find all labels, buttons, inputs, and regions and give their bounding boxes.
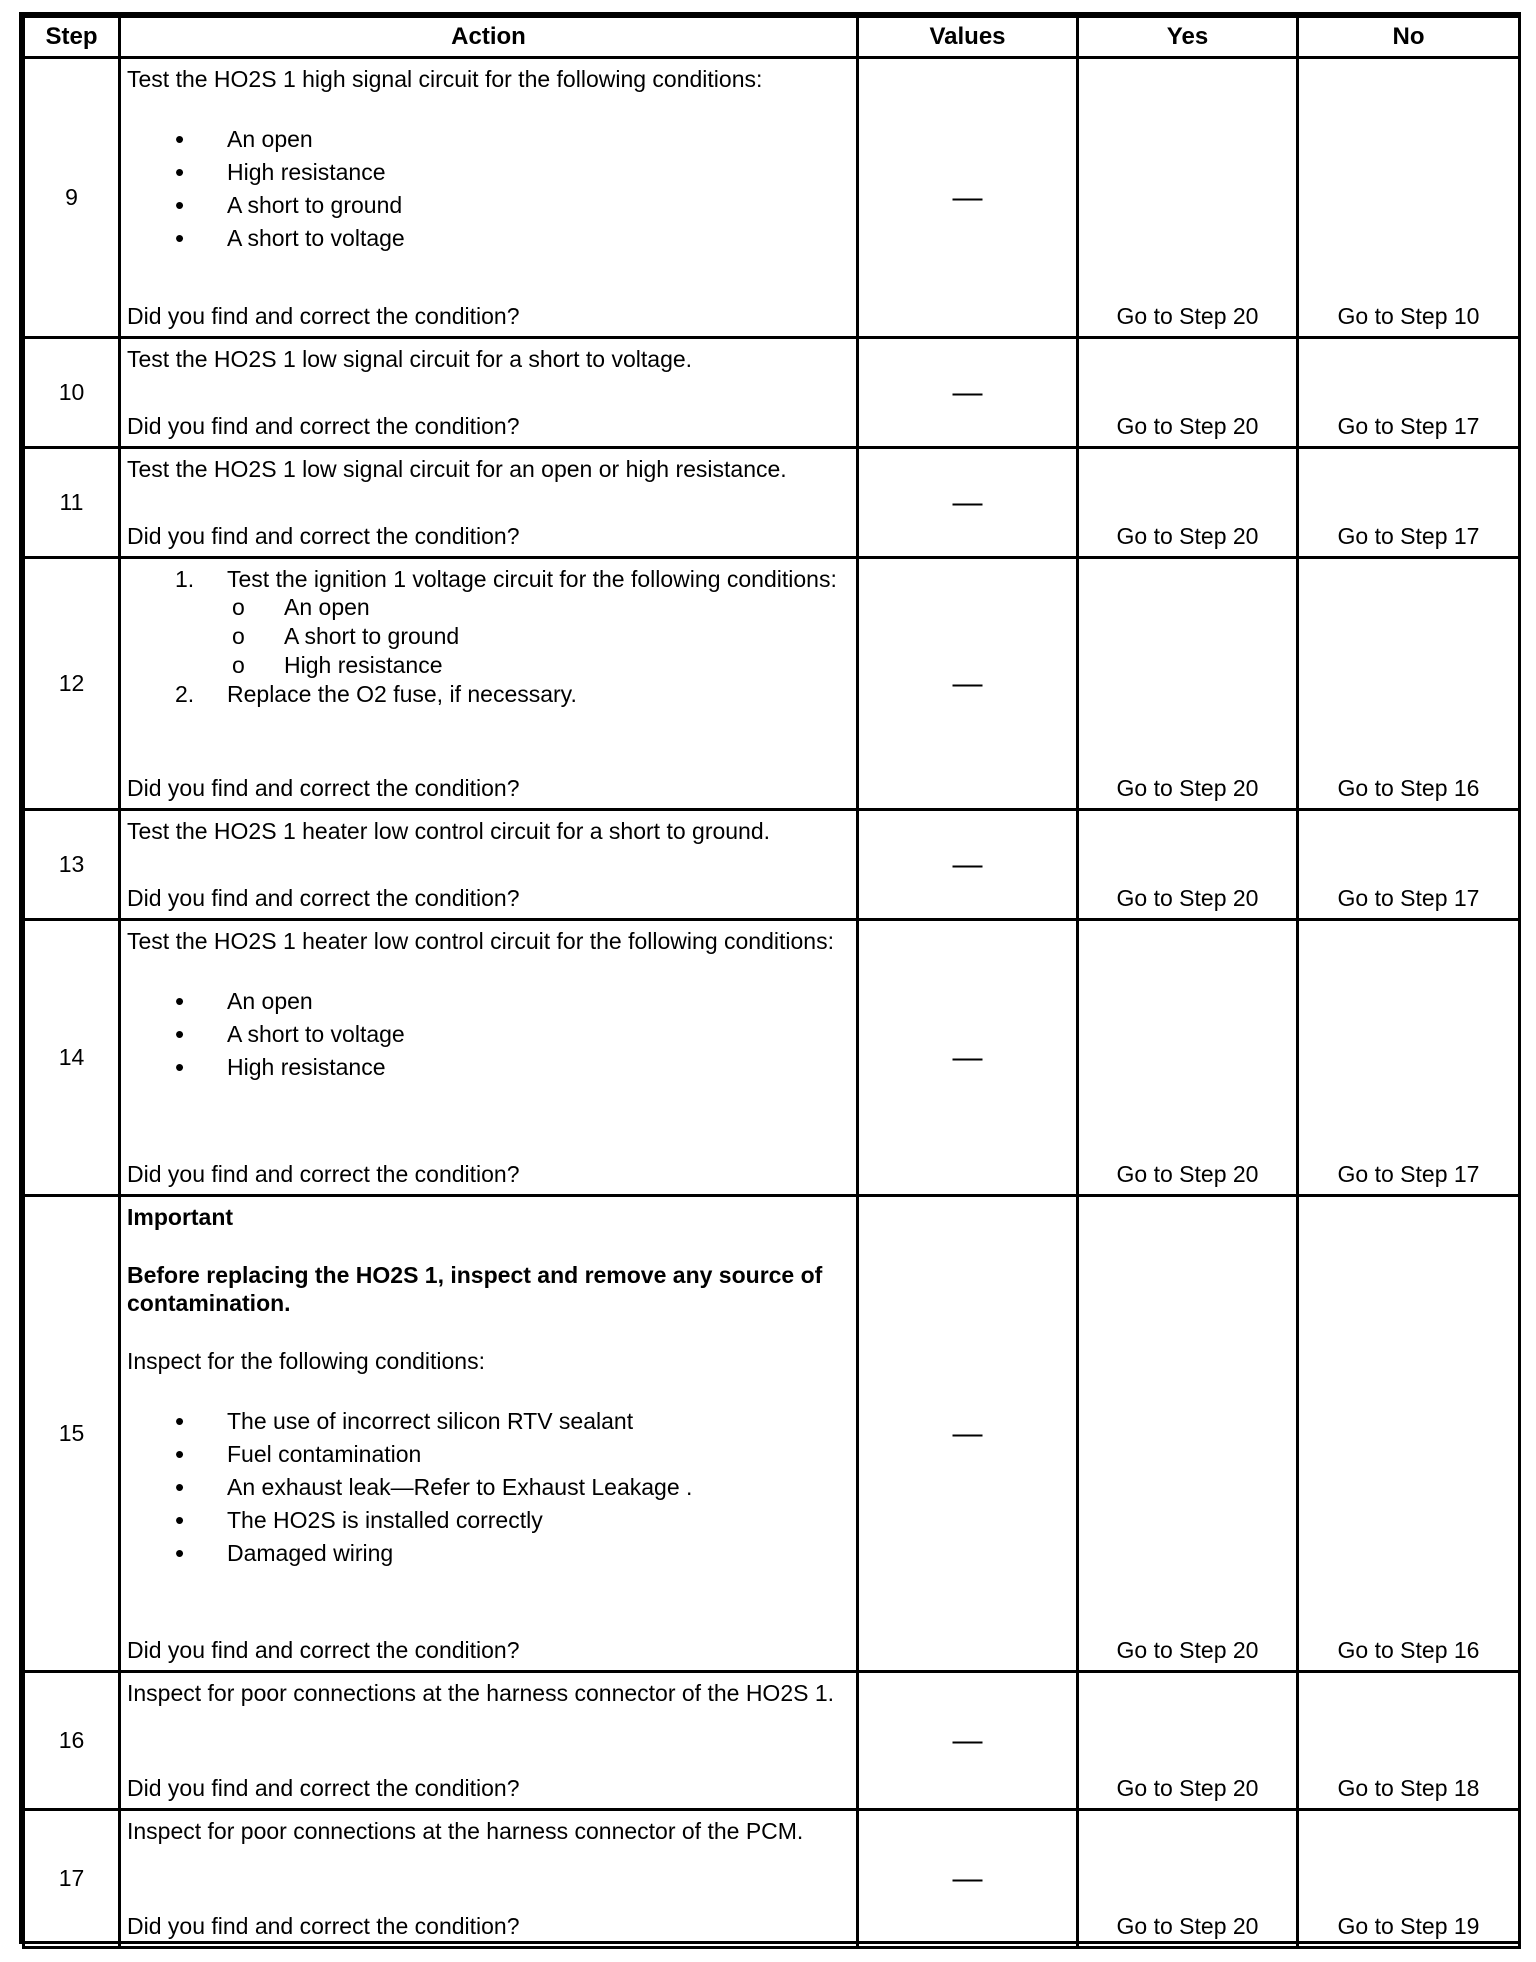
action-intro: Inspect for poor connections at the harness connector of the PCM. <box>127 1818 804 1844</box>
list-item-text: Replace the O2 fuse, if necessary. <box>227 681 577 707</box>
table-header-row <box>24 17 1520 58</box>
table-row <box>24 810 1520 920</box>
action-cell <box>120 58 858 338</box>
action-cell <box>120 338 858 448</box>
sub-list-item <box>232 651 852 680</box>
list-item: • A short to voltage <box>175 1018 852 1051</box>
step-number: 17 <box>24 1810 120 1948</box>
sub-list-item <box>232 593 852 622</box>
yes-cell: Go to Step 20 <box>1078 448 1298 558</box>
table-row <box>24 1196 1520 1672</box>
question-text: Did you find and correct the condition? <box>127 885 520 911</box>
important-label: Important <box>127 1204 234 1230</box>
list-item: • An open <box>175 123 852 156</box>
action-cell <box>120 1810 858 1948</box>
action-intro: Test the HO2S 1 heater low control circuit for a short to ground. <box>127 818 771 844</box>
list-item: • The HO2S is installed correctly <box>175 1504 852 1537</box>
values-cell: — <box>858 448 1078 558</box>
question-text: Did you find and correct the condition? <box>127 413 520 439</box>
list-item: • A short to voltage <box>175 222 852 255</box>
header-action: Action <box>120 17 858 58</box>
step-number: 13 <box>24 810 120 920</box>
step-number: 15 <box>24 1196 120 1672</box>
sub-list-item-text: High resistance <box>284 652 443 678</box>
list-item: • An open <box>175 985 852 1018</box>
table-row <box>24 920 1520 1196</box>
values-cell: — <box>858 58 1078 338</box>
numbered-list <box>127 565 852 708</box>
list-number: 1. <box>175 566 195 592</box>
question-text: Did you find and correct the condition? <box>127 1637 520 1663</box>
action-cell <box>120 1672 858 1810</box>
sub-list-item-text: A short to ground <box>284 623 460 649</box>
question-text: Did you find and correct the condition? <box>127 1913 520 1939</box>
list-number: 2. <box>175 681 195 707</box>
list-item: • High resistance <box>175 156 852 189</box>
diagnostic-table <box>22 15 1521 1949</box>
action-cell <box>120 1196 858 1672</box>
values-cell: — <box>858 1672 1078 1810</box>
table-row <box>24 1810 1520 1948</box>
no-cell: Go to Step 10 <box>1298 58 1520 338</box>
list-item: • Damaged wiring <box>175 1537 852 1570</box>
circle-bullet-icon: o <box>232 623 245 649</box>
no-cell: Go to Step 17 <box>1298 920 1520 1196</box>
yes-cell: Go to Step 20 <box>1078 810 1298 920</box>
no-cell: Go to Step 16 <box>1298 1196 1520 1672</box>
yes-cell: Go to Step 20 <box>1078 558 1298 810</box>
yes-cell: Go to Step 20 <box>1078 920 1298 1196</box>
question-text: Did you find and correct the condition? <box>127 303 520 329</box>
sub-list-item-text: An open <box>284 594 370 620</box>
condition-list <box>127 123 852 255</box>
condition-list <box>127 985 852 1084</box>
table-row <box>24 338 1520 448</box>
action-intro: Test the HO2S 1 low signal circuit for a short to voltage. <box>127 346 693 372</box>
step-number: 16 <box>24 1672 120 1810</box>
table-row <box>24 558 1520 810</box>
step-number: 10 <box>24 338 120 448</box>
sub-condition-list <box>227 593 852 680</box>
header-yes: Yes <box>1078 17 1298 58</box>
action-cell <box>120 558 858 810</box>
values-cell: — <box>858 1196 1078 1672</box>
action-intro: Test the HO2S 1 heater low control circuit for the following conditions: <box>127 928 834 954</box>
condition-list <box>127 1405 852 1570</box>
no-cell: Go to Step 19 <box>1298 1810 1520 1948</box>
list-item: • High resistance <box>175 1051 852 1084</box>
no-cell: Go to Step 18 <box>1298 1672 1520 1810</box>
action-intro: Test the HO2S 1 low signal circuit for an open or high resistance. <box>127 456 787 482</box>
action-cell <box>120 920 858 1196</box>
diagnostic-table-container <box>19 12 1521 1944</box>
list-item: • A short to ground <box>175 189 852 222</box>
step-number: 9 <box>24 58 120 338</box>
yes-cell: Go to Step 20 <box>1078 1672 1298 1810</box>
circle-bullet-icon: o <box>232 594 245 620</box>
no-cell: Go to Step 17 <box>1298 338 1520 448</box>
yes-cell: Go to Step 20 <box>1078 1196 1298 1672</box>
no-cell: Go to Step 17 <box>1298 810 1520 920</box>
values-cell: — <box>858 920 1078 1196</box>
circle-bullet-icon: o <box>232 652 245 678</box>
action-intro: Inspect for the following conditions: <box>127 1348 485 1374</box>
yes-cell: Go to Step 20 <box>1078 338 1298 448</box>
values-cell: — <box>858 810 1078 920</box>
list-item: • Fuel contamination <box>175 1438 852 1471</box>
table-row <box>24 1672 1520 1810</box>
list-item-text: Test the ignition 1 voltage circuit for the following conditions: <box>227 566 837 592</box>
values-cell: — <box>858 1810 1078 1948</box>
no-cell: Go to Step 17 <box>1298 448 1520 558</box>
question-text: Did you find and correct the condition? <box>127 1161 520 1187</box>
header-values: Values <box>858 17 1078 58</box>
question-text: Did you find and correct the condition? <box>127 1775 520 1801</box>
action-cell <box>120 448 858 558</box>
question-text: Did you find and correct the condition? <box>127 775 520 801</box>
header-step: Step <box>24 17 120 58</box>
no-cell: Go to Step 16 <box>1298 558 1520 810</box>
action-intro: Test the HO2S 1 high signal circuit for the following conditions: <box>127 66 763 92</box>
table-row <box>24 448 1520 558</box>
list-item: • The use of incorrect silicon RTV sealant <box>175 1405 852 1438</box>
yes-cell: Go to Step 20 <box>1078 1810 1298 1948</box>
step-number: 11 <box>24 448 120 558</box>
header-no: No <box>1298 17 1520 58</box>
list-item <box>175 565 852 680</box>
step-number: 14 <box>24 920 120 1196</box>
important-note: Before replacing the HO2S 1, inspect and remove any source of contamination. <box>127 1262 823 1316</box>
table-row <box>24 58 1520 338</box>
list-item: • An exhaust leak—Refer to Exhaust Leakage . <box>175 1471 852 1504</box>
step-number: 12 <box>24 558 120 810</box>
values-cell: — <box>858 558 1078 810</box>
action-intro: Inspect for poor connections at the harness connector of the HO2S 1. <box>127 1680 835 1706</box>
sub-list-item <box>232 622 852 651</box>
values-cell: — <box>858 338 1078 448</box>
question-text: Did you find and correct the condition? <box>127 523 520 549</box>
action-cell <box>120 810 858 920</box>
yes-cell: Go to Step 20 <box>1078 58 1298 338</box>
list-item <box>175 680 852 708</box>
